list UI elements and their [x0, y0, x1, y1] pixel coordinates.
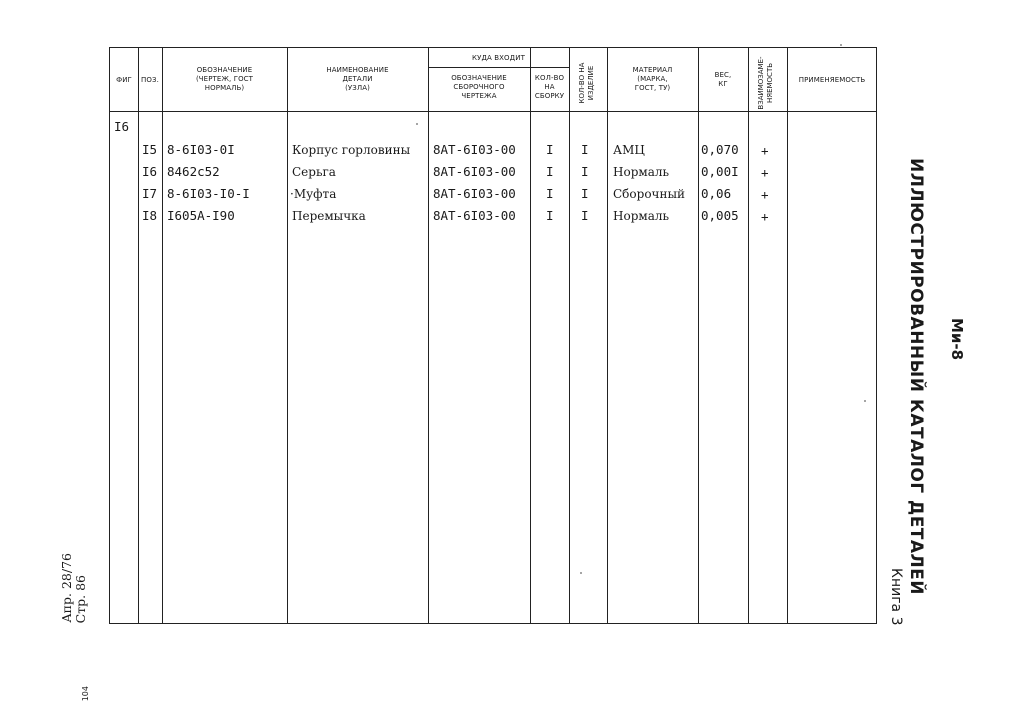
row-qty-assembly: I — [546, 142, 554, 157]
page-number: Стр. 86 — [73, 575, 88, 624]
scan-speck — [864, 400, 866, 402]
row-qty-product: I — [581, 186, 589, 201]
row-qty-product: I — [581, 208, 589, 223]
col-divider — [428, 48, 429, 623]
header-assembly-designation: ОБОЗНАЧЕНИЕ СБОРОЧНОГО ЧЕРТЕЖА — [451, 74, 507, 100]
header-pos: ПОЗ. — [141, 76, 159, 84]
row-interchange: + — [761, 209, 769, 224]
row-interchange: + — [761, 165, 769, 180]
catalog-title: ИЛЛЮСТРИРОВАННЫЙ КАТАЛОГ ДЕТАЛЕЙ — [906, 158, 926, 596]
book-number: Книга 3 — [888, 568, 904, 626]
col-divider — [287, 48, 288, 623]
col-divider — [787, 48, 788, 623]
row-qty-assembly: I — [546, 186, 554, 201]
header-fig: ФИГ — [116, 76, 132, 84]
header-where-used: КУДА ВХОДИТ — [472, 54, 525, 62]
col-divider — [530, 48, 531, 623]
row-designation: I605А-I90 — [167, 208, 235, 223]
col-divider — [569, 48, 570, 623]
col-divider — [748, 48, 749, 623]
model-title: Ми-8 — [948, 318, 966, 361]
scan-speck — [416, 123, 418, 125]
col-divider — [162, 48, 163, 623]
row-qty-product: I — [581, 164, 589, 179]
col-divider — [607, 48, 608, 623]
row-weight: 0,06 — [701, 186, 732, 201]
header-applicability: ПРИМЕНЯЕМОСТЬ — [798, 76, 866, 84]
row-assembly: 8АТ-6I03-00 — [433, 142, 516, 157]
header-interchangeability: ВЗАИМОЗАМЕ- НЯЕМОСТЬ — [757, 56, 774, 110]
row-interchange: + — [761, 187, 769, 202]
header-material: МАТЕРИАЛ (МАРКА, ГОСТ, ТУ) — [632, 66, 673, 92]
scan-speck — [840, 44, 842, 46]
figure-number: I6 — [114, 119, 130, 134]
row-assembly: 8АТ-6I03-00 — [433, 186, 516, 201]
row-designation: 8-6I03-0I — [167, 142, 235, 157]
row-pos: I5 — [142, 142, 158, 157]
parts-table — [109, 47, 877, 624]
row-assembly: 8АТ-6I03-00 — [433, 208, 516, 223]
row-qty-assembly: I — [546, 208, 554, 223]
row-qty-assembly: I — [546, 164, 554, 179]
header-subdivider — [428, 67, 569, 68]
row-qty-product: I — [581, 142, 589, 157]
sheet-number: 104 — [81, 686, 90, 702]
row-material: Нормаль — [613, 165, 670, 179]
row-pos: I6 — [142, 164, 158, 179]
row-interchange: + — [761, 143, 769, 158]
row-pos: I8 — [142, 208, 158, 223]
header-weight: ВЕС, КГ — [714, 71, 732, 88]
row-material: Сборочный — [613, 187, 686, 201]
row-designation: 8462с52 — [167, 164, 220, 179]
row-name: Корпус горловины — [292, 143, 411, 157]
row-name: ·Муфта — [290, 187, 337, 201]
row-name: Серьга — [292, 165, 336, 179]
row-name: Перемычка — [292, 209, 366, 223]
header-qty-assembly: КОЛ-ВО НА СБОРКУ — [534, 74, 565, 100]
row-weight: 0,005 — [701, 208, 739, 223]
row-designation: 8-6I03-I0-I — [167, 186, 250, 201]
row-material: АМЦ — [613, 143, 645, 157]
header-name: НАИМЕНОВАНИЕ ДЕТАЛИ (УЗЛА) — [326, 66, 389, 92]
header-designation: ОБОЗНАЧЕНИЕ (ЧЕРТЕЖ, ГОСТ НОРМАЛЬ) — [195, 66, 254, 92]
col-divider — [138, 48, 139, 623]
scan-speck — [580, 572, 582, 574]
revision-date: Апр. 28/76 — [59, 553, 74, 623]
row-pos: I7 — [142, 186, 158, 201]
row-weight: 0,00I — [701, 164, 739, 179]
row-assembly: 8АТ-6I03-00 — [433, 164, 516, 179]
header-qty-product: КОЛ-ВО НА ИЗДЕЛИЕ — [578, 62, 595, 104]
row-weight: 0,070 — [701, 142, 739, 157]
col-divider — [698, 48, 699, 623]
row-material: Нормаль — [613, 209, 670, 223]
